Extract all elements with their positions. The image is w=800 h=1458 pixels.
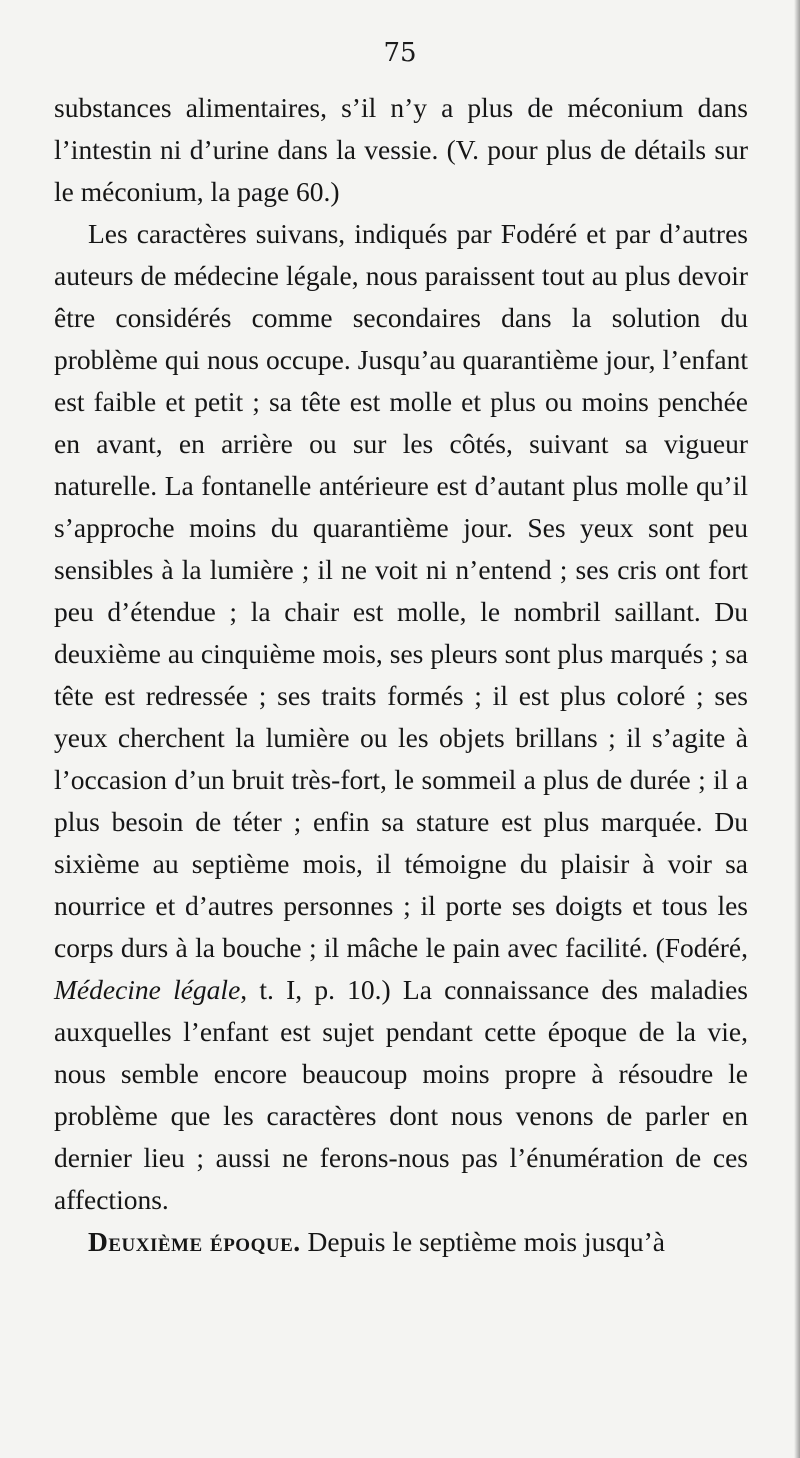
paragraph-2-part-1: Les caractères suivans, indiqués par Fodéré et par d’autres auteurs de médecine légale, nous paraissent tout au plus devoir être considérés comme secondaires dans la solution du problème qui nous occupe. Jusqu’au quarantième jour, l’enfant est faible et petit ; sa tête est molle et plus ou moins penchée en avant, en arrière ou sur les côtés, suivant sa vigueur naturelle. La fontanelle antérieure est d’autant plus molle qu’il s’approche moins du quarantième jour. Ses yeux sont peu sensibles à la lumière ; il ne voit ni n’entend ; ses cris ont fort peu d’étendue ; la chair est molle, le nombril saillant. Du deuxième au cinquième mois, ses pleurs sont plus marqués ; sa tête est redressée ; ses traits formés ; il est plus coloré ; ses yeux cherchent la lumière ou les objets brillans ; il s’agite à l’occasion d’un bruit très-fort, le sommeil a plus de durée ; il a plus besoin de téter ; enfin sa stature est plus marquée. Du sixième au septième mois, il témoigne du plaisir à voir sa nourrice et d’autres personnes ; il porte ses doigts et tous les corps durs à la bouche ; il mâche le pain avec facilité. (Fodéré, xyxy=(54,218,748,963)
paragraph-2 xyxy=(54,213,748,1221)
section-heading: Deuxième époque. xyxy=(88,1226,301,1257)
citation-title: Médecine légale xyxy=(54,974,241,1005)
paragraph-1: substances alimentaires, s’il n’y a plus de méconium dans l’intestin ni d’urine dans la vessie. (V. pour plus de détails sur le méconium, la page 60.) xyxy=(54,92,748,207)
paragraph-2-part-2: , t. I, p. 10.) La connaissance des maladies auxquelles l’enfant est sujet pendant cette époque de la vie, nous semble encore beaucoup moins propre à résoudre le problème que les caractères dont nous venons de parler en dernier lieu ; aussi ne ferons-nous pas l’énumération de ces affections. xyxy=(54,974,748,1215)
page-number: 75 xyxy=(383,38,417,68)
page-edge-shadow xyxy=(794,0,800,1458)
body-text xyxy=(54,87,748,1263)
paragraph-3-text: Depuis le septième mois jusqu’à xyxy=(300,1226,665,1257)
paragraph-3 xyxy=(54,1221,748,1263)
